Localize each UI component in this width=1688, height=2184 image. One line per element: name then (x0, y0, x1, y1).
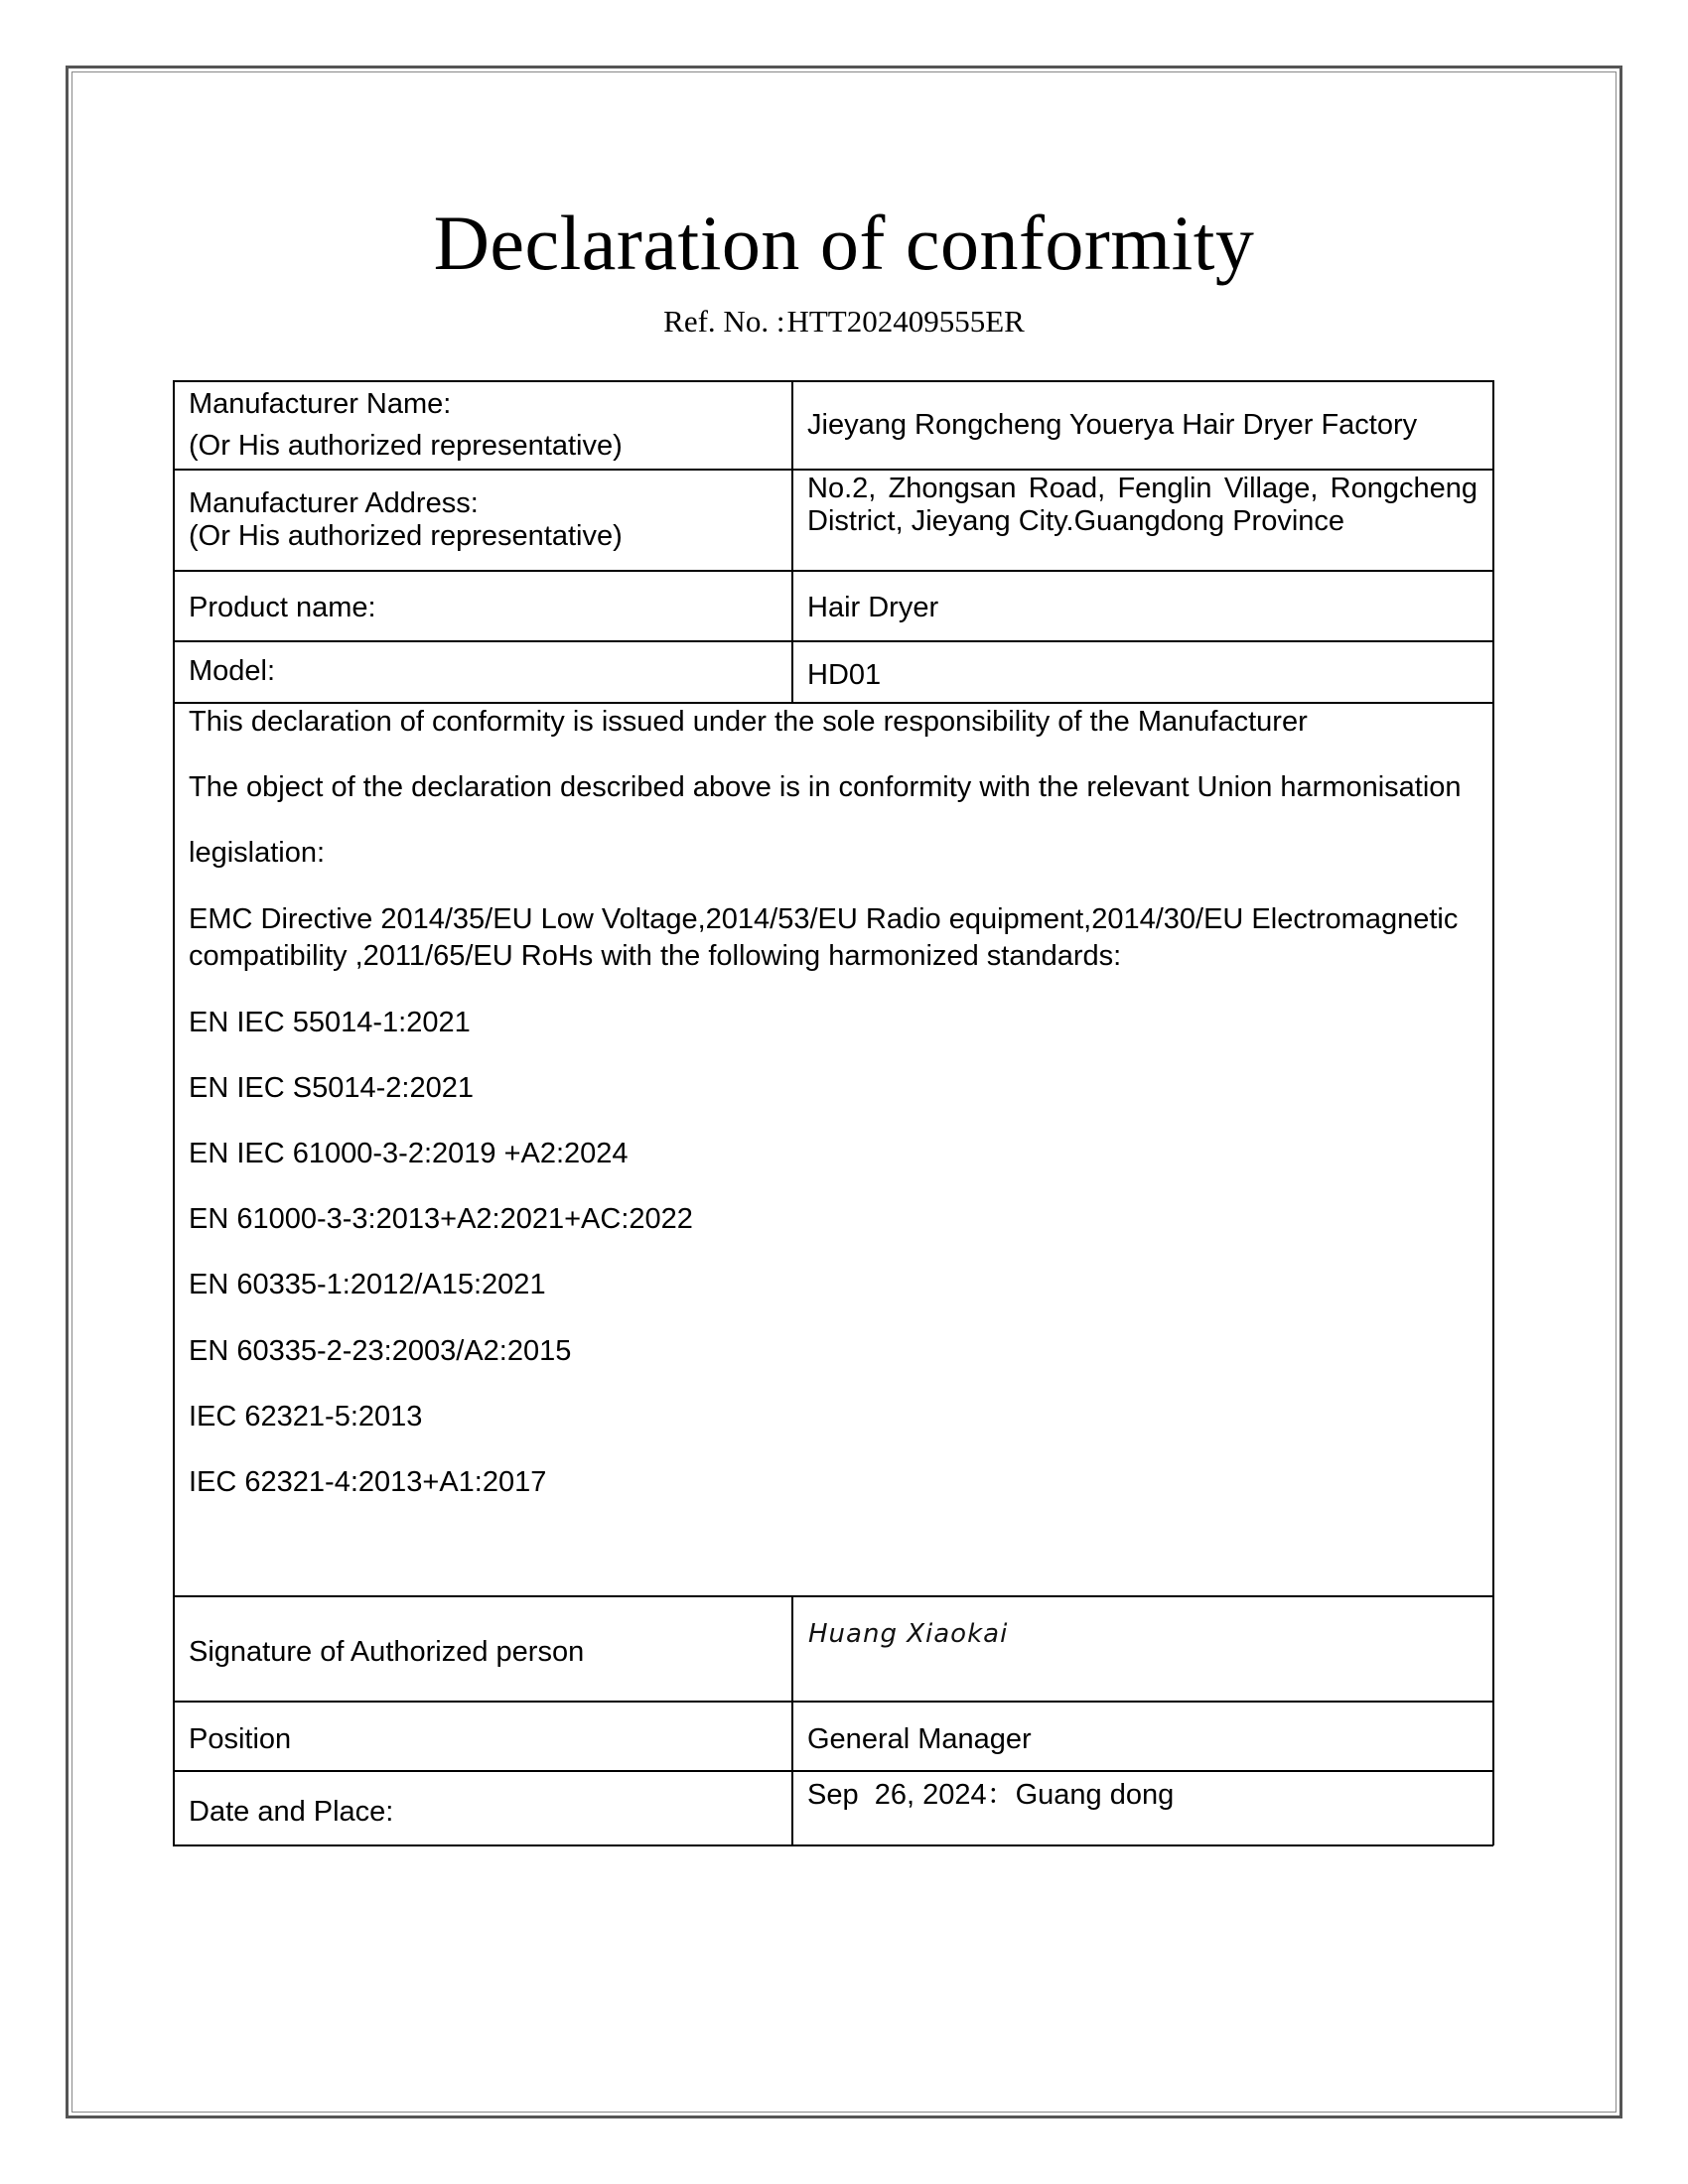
declaration-statement-2-line-1: The object of the declaration described above is in conformity with the relevant Union harmonisation (189, 771, 1462, 803)
table-line (173, 702, 1493, 704)
manufacturer-address-line-2: District, Jieyang City.Guangdong Province (807, 505, 1345, 537)
directives-line-2: compatibility ,2011/65/EU RoHs with the following harmonized standards: (189, 940, 1122, 972)
manufacturer-name-label-sub: (Or His authorized representative) (189, 430, 623, 462)
standard-item: IEC 62321-4:2013+A1:2017 (189, 1466, 547, 1498)
standard-item: IEC 62321-5:2013 (189, 1401, 423, 1433)
table-line (173, 1844, 1493, 1846)
ref-value: HTT202409555ER (786, 304, 1025, 339)
table-line (791, 380, 793, 702)
standard-item: EN IEC S5014-2:2021 (189, 1072, 474, 1104)
table-line (1492, 380, 1494, 1845)
table-line (173, 380, 175, 1845)
standard-item: EN IEC 61000-3-2:2019 +A2:2024 (189, 1138, 629, 1169)
declaration-statement-2-line-2: legislation: (189, 837, 326, 869)
standard-item: EN 61000-3-3:2013+A2:2021+AC:2022 (189, 1203, 693, 1235)
ref-label: Ref. No. : (663, 304, 785, 339)
standard-item: EN IEC 55014-1:2021 (189, 1007, 471, 1038)
manufacturer-name-value: Jieyang Rongcheng Youerya Hair Dryer Factory (807, 409, 1418, 441)
date-place-label: Date and Place: (189, 1796, 394, 1828)
table-line (173, 1770, 1493, 1772)
manufacturer-address-line-1: No.2, Zhongsan Road, Fenglin Village, Rongcheng (807, 473, 1477, 504)
document-title: Declaration of conformity (433, 200, 1255, 286)
table-line (173, 469, 1493, 471)
table-line (791, 1595, 793, 1844)
declaration-statement-1: This declaration of conformity is issued under the sole responsibility of the Manufacturer (189, 706, 1308, 738)
manufacturer-address-label-sub: (Or His authorized representative) (189, 520, 623, 552)
model-value: HD01 (807, 659, 882, 691)
table-line (173, 380, 1493, 382)
table-line (173, 640, 1493, 642)
product-name-value: Hair Dryer (807, 592, 939, 623)
signature-label: Signature of Authorized person (189, 1636, 585, 1668)
standard-item: EN 60335-2-23:2003/A2:2015 (189, 1335, 572, 1367)
directives-line-1: EMC Directive 2014/35/EU Low Voltage,2014/53/EU Radio equipment,2014/30/EU Electromagnetic (189, 903, 1459, 935)
manufacturer-address-label: Manufacturer Address: (189, 487, 479, 519)
position-value: General Manager (807, 1723, 1032, 1755)
table-line (173, 1595, 1493, 1597)
model-label: Model: (189, 655, 276, 687)
table-line (173, 570, 1493, 572)
date-place-value: Sep 26, 2024：Guang dong (807, 1779, 1175, 1811)
manufacturer-name-label: Manufacturer Name: (189, 388, 452, 420)
position-label: Position (189, 1723, 292, 1755)
reference-number (0, 302, 1688, 341)
product-name-label: Product name: (189, 592, 376, 623)
table-line (173, 1701, 1493, 1703)
handwritten-signature: Huang Xiaokai (808, 1619, 1009, 1649)
standard-item: EN 60335-1:2012/A15:2021 (189, 1269, 546, 1300)
